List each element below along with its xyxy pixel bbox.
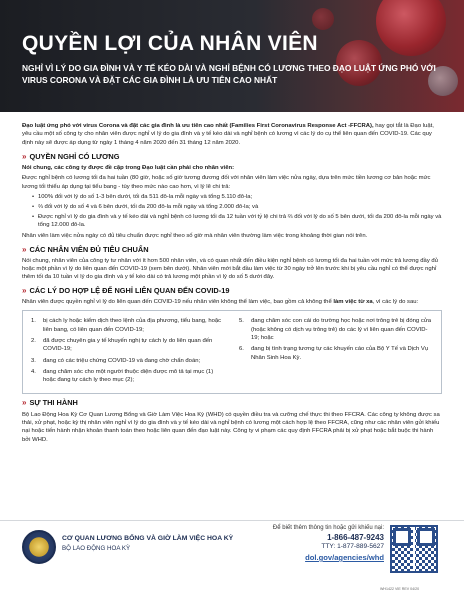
reason-number: 3. [31,357,36,364]
section-heading: SỰ THI HÀNH [29,398,78,408]
intro-bold: Đạo luật ứng phó với virus Corona và đặt các gia đình là ưu tiên cao nhất (Families First Coronavirus Response Act -FFCRA), [22,123,374,129]
reason-text: đang bị tình trạng tương tự các khuyến cáo của Bộ Y Tế và Dịch Vụ Nhân Sinh Hoa Kỳ. [251,346,429,361]
paid-leave-note: Nhân viên làm việc nửa ngày có đủ tiêu chuẩn được nghỉ theo số giờ mà nhân viên thường làm việc trong khoảng thời gian nói trên. [22,233,368,240]
section-heading: CÁC LÝ DO HỢP LỆ ĐỂ NGHỈ LIÊN QUAN ĐẾN COVID-19 [29,285,230,295]
reason-number: 2. [31,337,36,344]
reason-text: đã được chuyên gia y tế khuyến nghị tự cách ly do liên quan đến COVID-19; [43,337,213,353]
paid-leave-bullets [32,193,442,229]
intro-text: hay gọi tắt là Đạo luật, yêu cầu một số công ty cho nhân viên được nghỉ vì lý do gia đình và y tế kéo dài và nghỉ bệnh có lương vì các lý do cụ thể liên quan đến COVID-19. Các quy định này sẽ được áp dụng từ ngày 1 tháng 4 năm 2020 đến 31 tháng 12 năm 2020. [22,123,434,146]
section-reasons-title [22,287,442,295]
reasons-intro-a: Nhân viên được quyền nghỉ vì lý do liên quan đến COVID-19 nếu nhân viên không thể làm việc, bao gồm cả không thể [22,299,334,306]
department-name: CƠ QUAN LƯƠNG BỔNG VÀ GIỜ LÀM VIỆC HOA KỲ [62,535,234,542]
department-seal-logo [22,530,56,564]
chevron-right-icon: » [22,244,27,254]
section-paid-leave-title [22,153,442,161]
contact-line: Để biết thêm thông tin hoặc gửi khiếu nại: [272,525,384,531]
list-item: • 100% đối với lý do số 1-3 bên dưới, tối đa 511 đô-la mỗi ngày và tổng 5.110 đô-la; [32,193,442,201]
list-item [31,368,225,385]
contact-block [252,525,384,562]
page-title: QUYỀN LỢI CỦA NHÂN VIÊN [22,32,318,55]
chevron-right-icon: » [22,285,27,295]
reasons-intro [22,298,442,306]
virus-image [376,0,446,56]
reason-number: 4. [31,368,36,375]
list-item [239,345,433,362]
division-name: BỘ LAO ĐỘNG HOA KỲ [62,545,131,552]
website-link[interactable]: dol.gov/agencies/whd [305,553,384,562]
section-enforcement-title [22,399,442,407]
reason-number: 5. [239,318,244,325]
section-eligible-title [22,246,442,254]
list-item [31,317,225,334]
list-item [31,357,225,365]
list-item: • Được nghỉ vì lý do gia đình và y tế kéo dài và nghỉ bệnh có lương tối đa 12 tuần với tỷ lệ chi trả ⅔ đối với lý do số 5 bên dưới, tối đa 200 đô-la mỗi ngày và tổng 12.000 đô-la. [32,213,442,230]
paid-leave-paragraph: Được nghỉ bệnh có lương tối đa hai tuần (80 giờ, hoặc số giờ tương đương đối với nhân viên làm việc nửa ngày, dựa trên mức tiền lương cơ bản hoặc mức lương tối thiểu áp dụng tại tiểu bang - tùy theo mức nào cao hơn, vì lý lẽ chi trả: [22,175,431,190]
reasons-intro-bold: làm việc từ xa [333,299,373,306]
reason-text: đang chăm sóc con cái do trường học hoặc nơi trông trẻ bị đóng cửa (hoặc không có dịch vụ trông trẻ) do các lý vì liên quan đến COVID-19; hoặc [251,318,431,341]
list-item [239,317,433,342]
intro-paragraph [22,122,442,147]
section-heading: CÁC NHÂN VIÊN ĐỦ TIÊU CHUẨN [29,244,149,254]
list-item: • ⅔ đối với lý do số 4 và 6 bên dưới, tối đa 200 đô-la mỗi ngày và tổng 2.000 đô-la; và [32,203,442,211]
reasons-box [22,310,442,394]
header-banner [0,0,464,112]
qr-code-icon [390,525,438,573]
chevron-right-icon: » [22,398,27,408]
tty-number: TTY: 1-877-889-5627 [321,543,384,550]
main-content [22,122,442,446]
chevron-right-icon: » [22,151,27,161]
reason-number: 6. [239,346,244,353]
eligible-paragraph: Nói chung, nhân viên của công ty tư nhân với ít hơn 500 nhân viên, và có quan nhất đến điều kiện nghỉ bệnh có lương tối đa hai tuần với mức trả lương đầy đủ hoặc một phần vì lý do liên quan đến COVID-19 (xem bên dưới). Nhân viên mới bắt đầu làm việc từ 30 ngày trở lên trước khi bị yêu cầu nghỉ có thể được nghỉ thêm tối đa 10 tuần vì lý do gia đình và y tế kéo dài có trả lương một phần vì lý do số 5 dưới đây. [22,257,438,281]
paid-leave-subtitle: Nói chung, các công ty được đề cập trong Đạo luật cần phải cho nhân viên: [22,165,235,172]
list-item [31,337,225,354]
reasons-intro-b: , vì các lý do sau: [372,299,419,306]
virus-image [312,8,334,30]
phone-number: 1-866-487-9243 [327,533,384,542]
reason-text: đang có các triệu chứng COVID-19 và đang chờ chẩn đoán; [43,357,201,364]
enforcement-paragraph: Bộ Lao Động Hoa Kỳ Cơ Quan Lương Bổng và Giờ Làm Việc Hoa Kỳ (WHD) có quyền điều tra và cưỡng chế thực thi theo FFCRA. Các công ty không được sa thải, xử phạt, hoặc kỳ thị nhân viên nghỉ vì lý do gia đình và y tế kéo dài và nghỉ bệnh có lương một cách hợp lệ theo FFCRA, cũng như các nhân viên gửi khiếu nại hoặc tiến hành nhận khoản thanh toán theo hoặc liên quan đến đạo luật này. Công ty vi phạm các quy định FFCRA phải bị xử phạt hoặc bắt buộc thi hành bởi WHD. [22,411,440,443]
reasons-left-column [31,317,225,387]
form-code: WH1422 VIE REV 04/20 [380,587,420,591]
reason-text: đang chăm sóc cho một người thuộc diện được mô tả tại mục (1) hoặc đang tự cách ly theo mục (2); [43,368,214,384]
reasons-right-column [239,317,433,387]
footer [0,520,464,600]
reason-number: 1. [31,318,36,325]
section-heading: QUYỀN NGHỈ CÓ LƯƠNG [29,151,120,161]
reason-text: bị cách ly hoặc kiểm dịch theo lệnh của địa phương, tiểu bang, hoặc liên bang, có liên quan đến COVID-19; [43,318,222,333]
page-subtitle: NGHỈ VÌ LÝ DO GIA ĐÌNH VÀ Y TẾ KÉO DÀI VÀ NGHỈ BỆNH CÓ LƯƠNG THEO ĐẠO LUẬT ỨNG PHÓ VỚI VIRUS CORONA VÀ ĐẶT CÁC GIA ĐÌNH LÀ ƯU TIÊN CAO NHẤT [22,63,436,85]
